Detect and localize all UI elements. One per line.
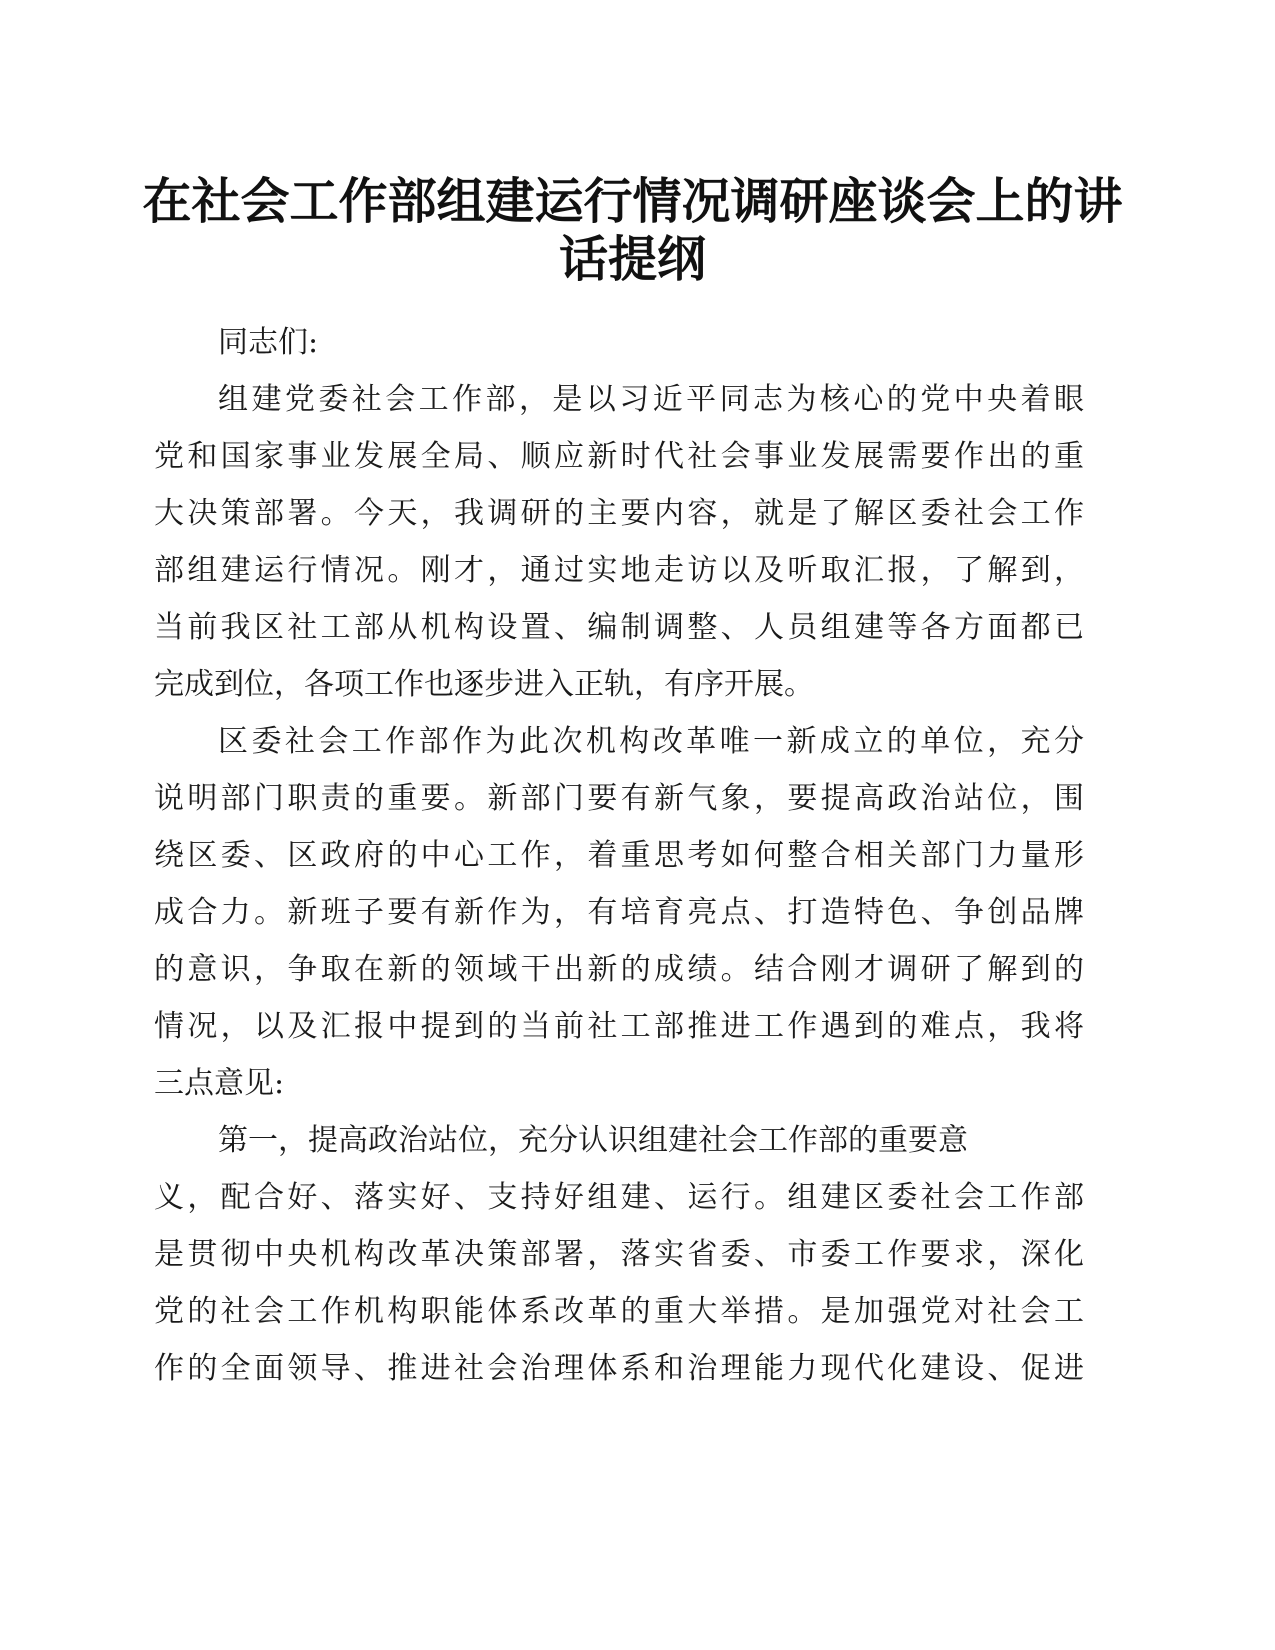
title-line-1: 在社会工作部组建运行情况调研座谈会上的讲 (142, 172, 1123, 230)
paragraph-1-line: 完成到位，各项工作也逐步进入正轨，有序开展。 (154, 667, 814, 702)
paragraph-3-line: 作的全面领导、推进社会治理体系和治理能力现代化建设、促进 (154, 1351, 1084, 1386)
paragraph-2-line: 区委社会工作部作为此次机构改革唯一新成立的单位，充分 (218, 724, 1084, 759)
paragraph-1-line: 部组建运行情况。刚才，通过实地走访以及听取汇报，了解到， (154, 553, 1084, 588)
paragraph-2-line: 成合力。新班子要有新作为，有培育亮点、打造特色、争创品牌 (154, 895, 1084, 930)
salutation: 同志们: (218, 325, 319, 360)
paragraph-2-line: 说明部门职责的重要。新部门要有新气象，要提高政治站位，围 (154, 781, 1084, 816)
paragraph-1-line: 组建党委社会工作部，是以习近平同志为核心的党中央着眼 (218, 382, 1084, 417)
paragraph-1-line: 党和国家事业发展全局、顺应新时代社会事业发展需要作出的重 (154, 439, 1084, 474)
paragraph-2-line: 情况，以及汇报中提到的当前社工部推进工作遇到的难点，我将 (154, 1009, 1084, 1044)
paragraph-1-line: 大决策部署。今天，我调研的主要内容，就是了解区委社会工作 (154, 496, 1084, 531)
paragraph-2-line: 绕区委、区政府的中心工作，着重思考如何整合相关部门力量形 (154, 838, 1084, 873)
paragraph-3-line: 第一，提高政治站位，充分认识组建社会工作部的重要意 (218, 1123, 968, 1158)
document-title (140, 172, 1125, 288)
document-body (154, 314, 1084, 1397)
paragraph-3-line: 党的社会工作机构职能体系改革的重大举措。是加强党对社会工 (154, 1294, 1084, 1329)
paragraph-2-line: 的意识，争取在新的领域干出新的成绩。结合刚才调研了解到的 (154, 952, 1084, 987)
title-line-2: 话提纲 (558, 230, 706, 288)
paragraph-1-line: 当前我区社工部从机构设置、编制调整、人员组建等各方面都已 (154, 610, 1084, 645)
paragraph-3-line: 义，配合好、落实好、支持好组建、运行。组建区委社会工作部 (154, 1180, 1084, 1215)
paragraph-2-line: 三点意见: (154, 1066, 285, 1101)
paragraph-3-line: 是贯彻中央机构改革决策部署，落实省委、市委工作要求，深化 (154, 1237, 1084, 1272)
